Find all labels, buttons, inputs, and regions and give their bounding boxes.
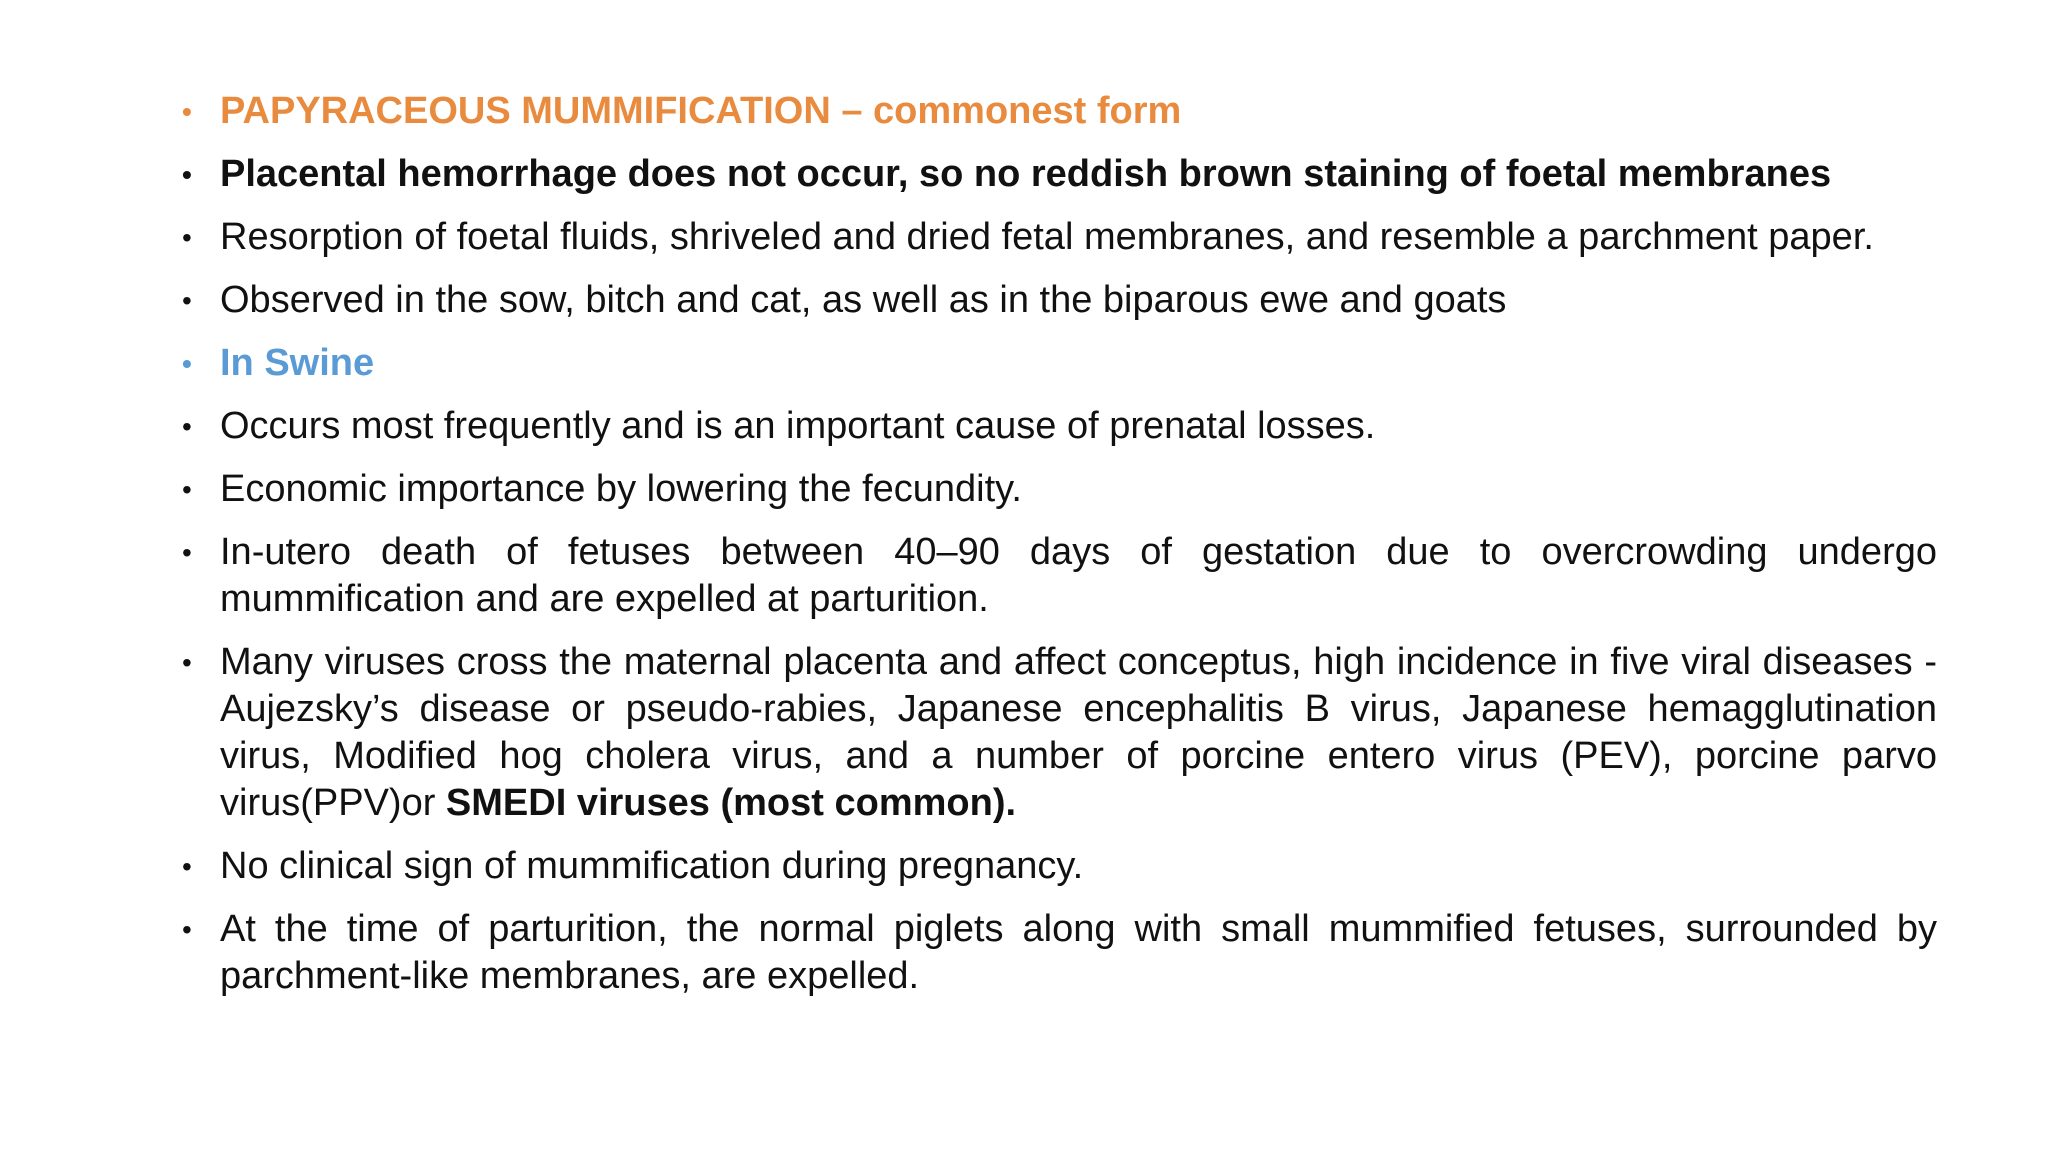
bullet-heading-papyraceous <box>182 88 1937 135</box>
bullet-text: Placental hemorrhage does not occur, so no reddish brown staining of foetal membranes <box>220 153 1832 195</box>
bullet-icon: • <box>182 159 192 190</box>
bullet-text: In-utero death of fetuses between 40–90 days of gestation due to overcrowding undergo mummification and are expelled at parturition. <box>220 531 1937 620</box>
bullet-icon: • <box>182 348 192 379</box>
bullet-heading-in-swine <box>182 340 1937 387</box>
bullet-resorption <box>182 214 1937 261</box>
bullet-icon: • <box>182 96 192 127</box>
bullet-text: PAPYRACEOUS MUMMIFICATION – commonest form <box>220 90 1182 132</box>
bullet-icon: • <box>182 285 192 316</box>
bullet-icon: • <box>182 222 192 253</box>
bullet-no-clinical-sign <box>182 843 1937 890</box>
bullet-icon: • <box>182 851 192 882</box>
bullet-icon: • <box>182 647 192 678</box>
bullet-icon: • <box>182 474 192 505</box>
bullet-list <box>182 88 1937 1016</box>
bullet-icon: • <box>182 914 192 945</box>
bullet-occurs-frequently <box>182 403 1937 450</box>
bullet-many-viruses <box>182 639 1937 827</box>
bullet-in-utero-death <box>182 529 1937 623</box>
bullet-text: At the time of parturition, the normal piglets along with small mummified fetuses, surrounded by parchment-like membranes, are expelled. <box>220 908 1937 997</box>
bullet-placental-hemorrhage <box>182 151 1937 198</box>
bullet-text: Occurs most frequently and is an important cause of prenatal losses. <box>220 405 1376 447</box>
bullet-text: In Swine <box>220 342 375 384</box>
bullet-bold-smedi: SMEDI viruses (most common). <box>445 782 1017 824</box>
bullet-text: Many viruses cross the maternal placenta and affect conceptus, high incidence in five viral diseases - Aujezsky’s disease or pseudo-rabies, Japanese encephalitis B virus, Japanese hemagglutination virus, Modified hog cholera virus, and a number of porcine entero virus (PEV), porcine parvo virus(PPV)or <box>220 641 1937 824</box>
bullet-observed-in <box>182 277 1937 324</box>
bullet-icon: • <box>182 411 192 442</box>
bullet-at-parturition <box>182 906 1937 1000</box>
bullet-icon: • <box>182 537 192 568</box>
bullet-economic-importance <box>182 466 1937 513</box>
bullet-text: Resorption of foetal fluids, shriveled and dried fetal membranes, and resemble a parchment paper. <box>220 216 1874 258</box>
bullet-text: No clinical sign of mummification during pregnancy. <box>220 845 1084 887</box>
bullet-text: Economic importance by lowering the fecundity. <box>220 468 1022 510</box>
bullet-text: Observed in the sow, bitch and cat, as well as in the biparous ewe and goats <box>220 279 1507 321</box>
